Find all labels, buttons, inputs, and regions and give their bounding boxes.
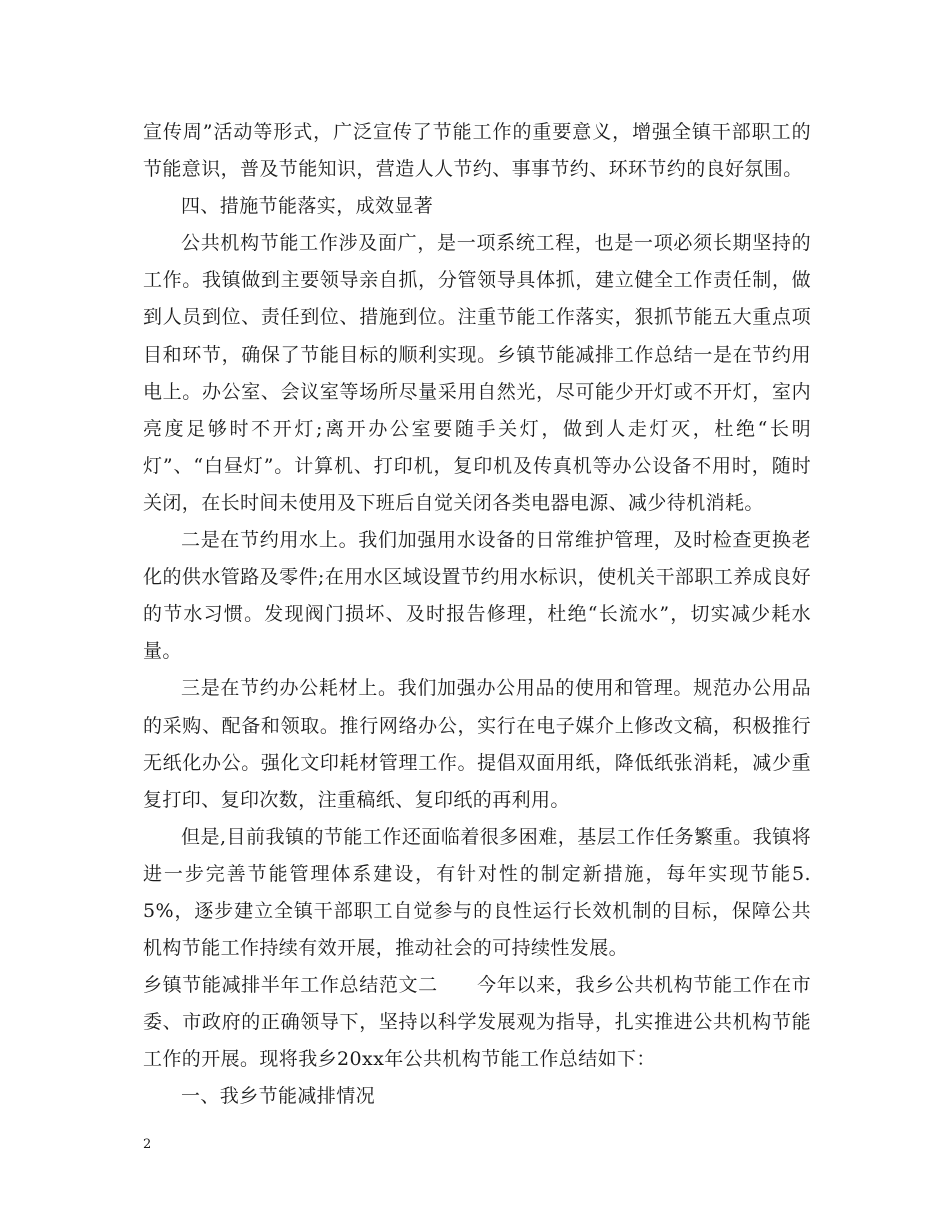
document-body (143, 114, 811, 1116)
paragraph-3: 二是在节约用水上。我们加强用水设备的日常维护管理，及时检查更换老化的供水管路及零件;在用水区域设置节约用水标识，使机关干部职工养成良好的节水习惯。发现阀门损坏、及时报告修理，杜绝“长流水”，切实减少耗水量。 (143, 529, 811, 663)
paragraph-4: 三是在节约办公耗材上。我们加强办公用品的使用和管理。规范办公用品的采购、配备和领取。推行网络办公，实行在电子媒介上修改文稿，积极推行无纸化办公。强化文印耗材管理工作。提倡双面用纸，降低纸张消耗，减少重复打印、复印次数，注重稿纸、复印纸的再利用。 (143, 677, 811, 811)
paragraph-6: 乡镇节能减排半年工作总结范文二 今年以来，我乡公共机构节能工作在市委、市政府的正确领导下，坚持以科学发展观为指导，扎实推进公共机构节能工作的开展。现将我乡20xx年公共机构节能工作总结如下： (143, 974, 811, 1071)
section-heading-1: 一、我乡节能减排情况 (181, 1085, 376, 1108)
paragraph-1: 宣传周”活动等形式，广泛宣传了节能工作的重要意义，增强全镇干部职工的节能意识，普及节能知识，营造人人节约、事事节约、环环节约的良好氛围。 (143, 121, 811, 181)
section-heading-4: 四、措施节能落实，成效显著 (181, 195, 434, 218)
page-number: 2 (143, 1137, 152, 1152)
paragraph-2: 公共机构节能工作涉及面广，是一项系统工程，也是一项必须长期坚持的工作。我镇做到主要领导亲自抓，分管领导具体抓，建立健全工作责任制，做到人员到位、责任到位、措施到位。注重节能工作落实，狠抓节能五大重点项目和环节，确保了节能目标的顺利实现。乡镇节能减排工作总结一是在节约用电上。办公室、会议室等场所尽量采用自然光，尽可能少开灯或不开灯，室内亮度足够时不开灯;离开办公室要随手关灯，做到人走灯灭，杜绝“长明灯”、“白昼灯”。计算机、打印机，复印机及传真机等办公设备不用时，随时关闭，在长时间未使用及下班后自觉关闭各类电器电源、减少待机消耗。 (143, 232, 811, 514)
paragraph-5: 但是,目前我镇的节能工作还面临着很多困难，基层工作任务繁重。我镇将进一步完善节能管理体系建设，有针对性的制定新措施，每年实现节能5.5%，逐步建立全镇干部职工自觉参与的良性运行长效机制的目标，保障公共机构节能工作持续有效开展，推动社会的可持续性发展。 (143, 825, 811, 960)
